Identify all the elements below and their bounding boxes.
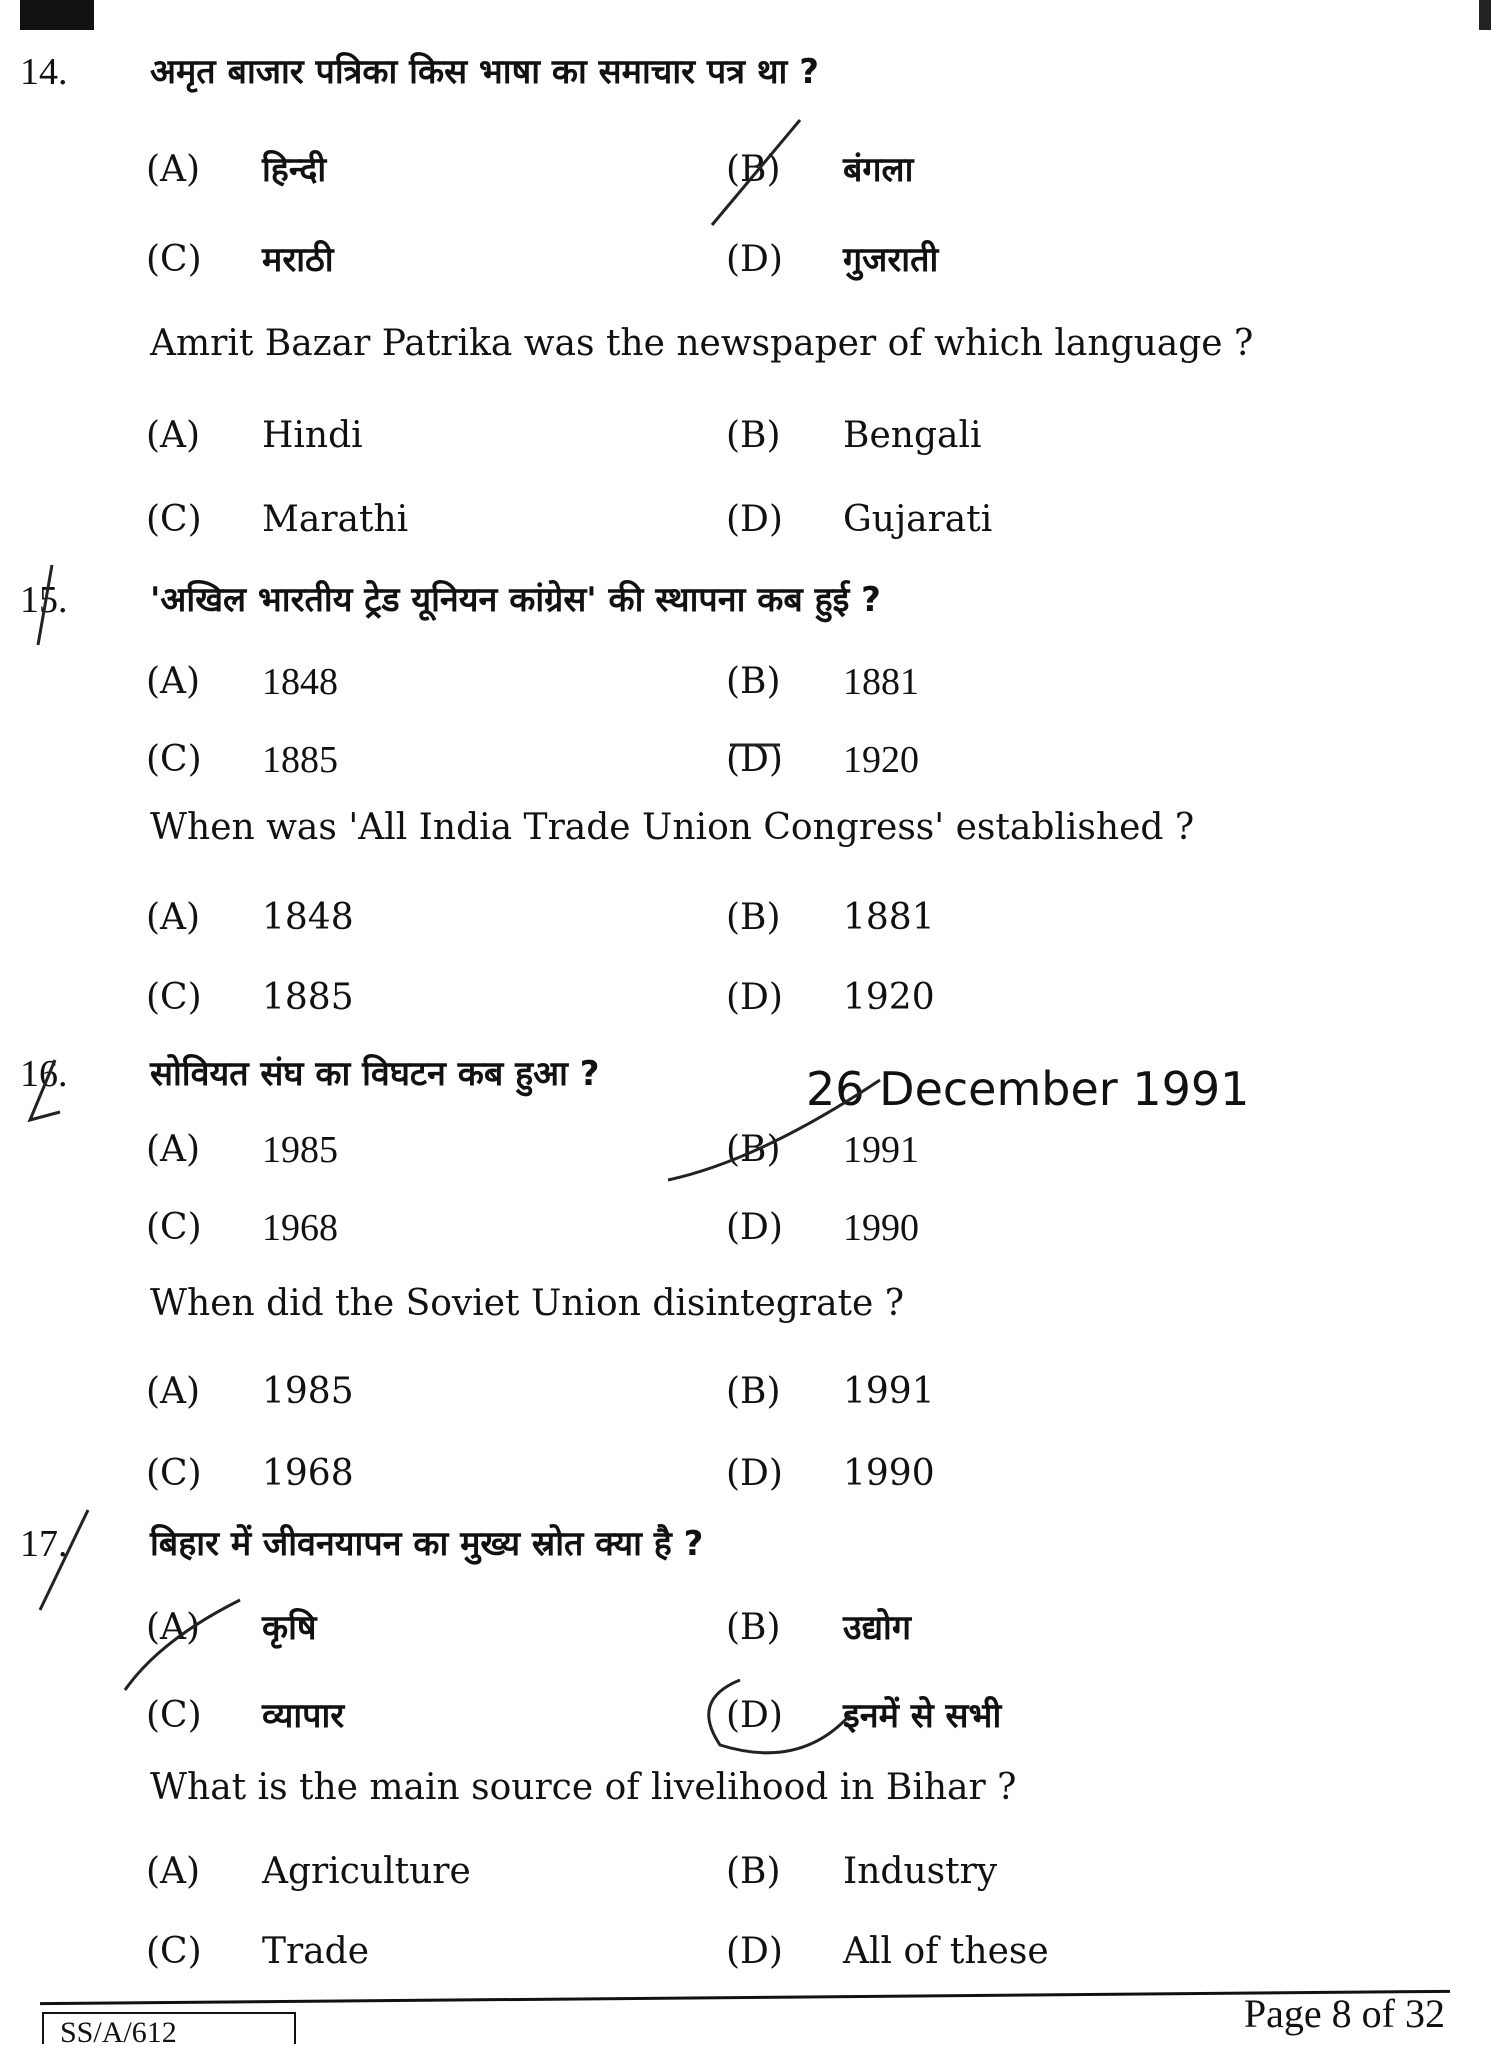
- option-english: 1848: [262, 897, 354, 938]
- option-english: Gujarati: [843, 499, 993, 540]
- option-label: (D): [726, 1453, 783, 1494]
- option-hindi: 1848: [262, 661, 338, 703]
- option-english: 1881: [843, 897, 935, 938]
- handwritten-annotation: 26 December 1991: [806, 1062, 1250, 1116]
- question-number: 14.: [20, 51, 68, 93]
- option-hindi: 1881: [843, 661, 919, 703]
- option-hindi: कृषि: [262, 1608, 317, 1648]
- question-text-english: What is the main source of livelihood in Bihar ?: [150, 1767, 1017, 1808]
- option-label: (D): [726, 739, 783, 780]
- option-english: 1968: [262, 1453, 354, 1494]
- question-text-english: When was 'All India Trade Union Congress' established ?: [150, 807, 1195, 848]
- option-label: (A): [146, 1607, 201, 1648]
- option-english: All of these: [843, 1931, 1049, 1972]
- option-label: (D): [726, 239, 783, 280]
- option-label: (D): [726, 1695, 783, 1736]
- option-label: (C): [146, 739, 202, 780]
- option-label: (A): [146, 661, 201, 702]
- option-hindi: 1991: [843, 1129, 919, 1171]
- option-label: (B): [726, 661, 781, 702]
- option-hindi: 1990: [843, 1207, 919, 1249]
- option-label: (B): [726, 897, 781, 938]
- question-text-hindi: सोवियत संघ का विघटन कब हुआ ?: [150, 1054, 600, 1094]
- option-label: (C): [146, 977, 202, 1018]
- option-label: (C): [146, 1207, 202, 1248]
- question-number: 15.: [20, 579, 68, 621]
- option-label: (A): [146, 897, 201, 938]
- option-hindi: बंगला: [843, 150, 914, 190]
- question-text-hindi: बिहार में जीवनयापन का मुख्य स्रोत क्या है ?: [150, 1524, 704, 1564]
- paper-code: SS/A/612: [60, 2016, 177, 2049]
- option-label: (A): [146, 1371, 201, 1412]
- page-number: Page 8 of 32: [1243, 1991, 1445, 2036]
- option-label: (C): [146, 239, 202, 280]
- option-label: (A): [146, 415, 201, 456]
- option-hindi: 1920: [843, 739, 919, 781]
- option-hindi: उद्योग: [843, 1608, 911, 1648]
- option-label: (D): [726, 977, 783, 1018]
- option-hindi: 1968: [262, 1207, 338, 1249]
- footer-rule: [40, 1990, 1450, 2005]
- option-label: (B): [726, 1851, 781, 1892]
- option-hindi: इनमें से सभी: [843, 1696, 1002, 1736]
- option-label: (D): [726, 1931, 783, 1972]
- question-number: 16.: [20, 1053, 68, 1095]
- option-english: 1920: [843, 977, 935, 1018]
- question-text-hindi: अमृत बाजार पत्रिका किस भाषा का समाचार पत्र था ?: [150, 52, 819, 92]
- question-text-english: When did the Soviet Union disintegrate ?: [150, 1283, 905, 1324]
- option-english: 1885: [262, 977, 354, 1018]
- corner-mark-right: [1479, 0, 1491, 30]
- option-english: Agriculture: [262, 1851, 471, 1892]
- option-label: (B): [726, 1129, 781, 1170]
- option-label: (C): [146, 1453, 202, 1494]
- option-english: Hindi: [262, 415, 363, 456]
- option-label: (A): [146, 149, 201, 190]
- option-label: (B): [726, 149, 781, 190]
- option-english: Trade: [262, 1931, 370, 1972]
- corner-mark: [20, 0, 94, 30]
- question-number: 17.: [20, 1523, 68, 1565]
- option-label: (C): [146, 499, 202, 540]
- option-hindi: 1985: [262, 1129, 338, 1171]
- option-hindi: मराठी: [262, 240, 334, 280]
- option-label: (C): [146, 1695, 202, 1736]
- option-english: Bengali: [843, 415, 982, 456]
- option-english: Marathi: [262, 499, 409, 540]
- option-label: (D): [726, 1207, 783, 1248]
- option-label: (C): [146, 1931, 202, 1972]
- option-english: 1985: [262, 1371, 354, 1412]
- option-label: (B): [726, 415, 781, 456]
- option-hindi: हिन्दी: [262, 150, 327, 190]
- option-label: (D): [726, 499, 783, 540]
- option-english: 1991: [843, 1371, 935, 1412]
- option-english: 1990: [843, 1453, 935, 1494]
- option-label: (B): [726, 1607, 781, 1648]
- option-hindi: 1885: [262, 739, 338, 781]
- option-label: (A): [146, 1851, 201, 1892]
- option-label: (A): [146, 1129, 201, 1170]
- question-text-hindi: 'अखिल भारतीय ट्रेड यूनियन कांग्रेस' की स्थापना कब हुई ?: [150, 580, 881, 620]
- question-text-english: Amrit Bazar Patrika was the newspaper of which language ?: [150, 323, 1254, 364]
- option-hindi: व्यापार: [262, 1696, 345, 1736]
- option-english: Industry: [843, 1851, 998, 1892]
- option-label: (B): [726, 1371, 781, 1412]
- option-hindi: गुजराती: [843, 240, 939, 280]
